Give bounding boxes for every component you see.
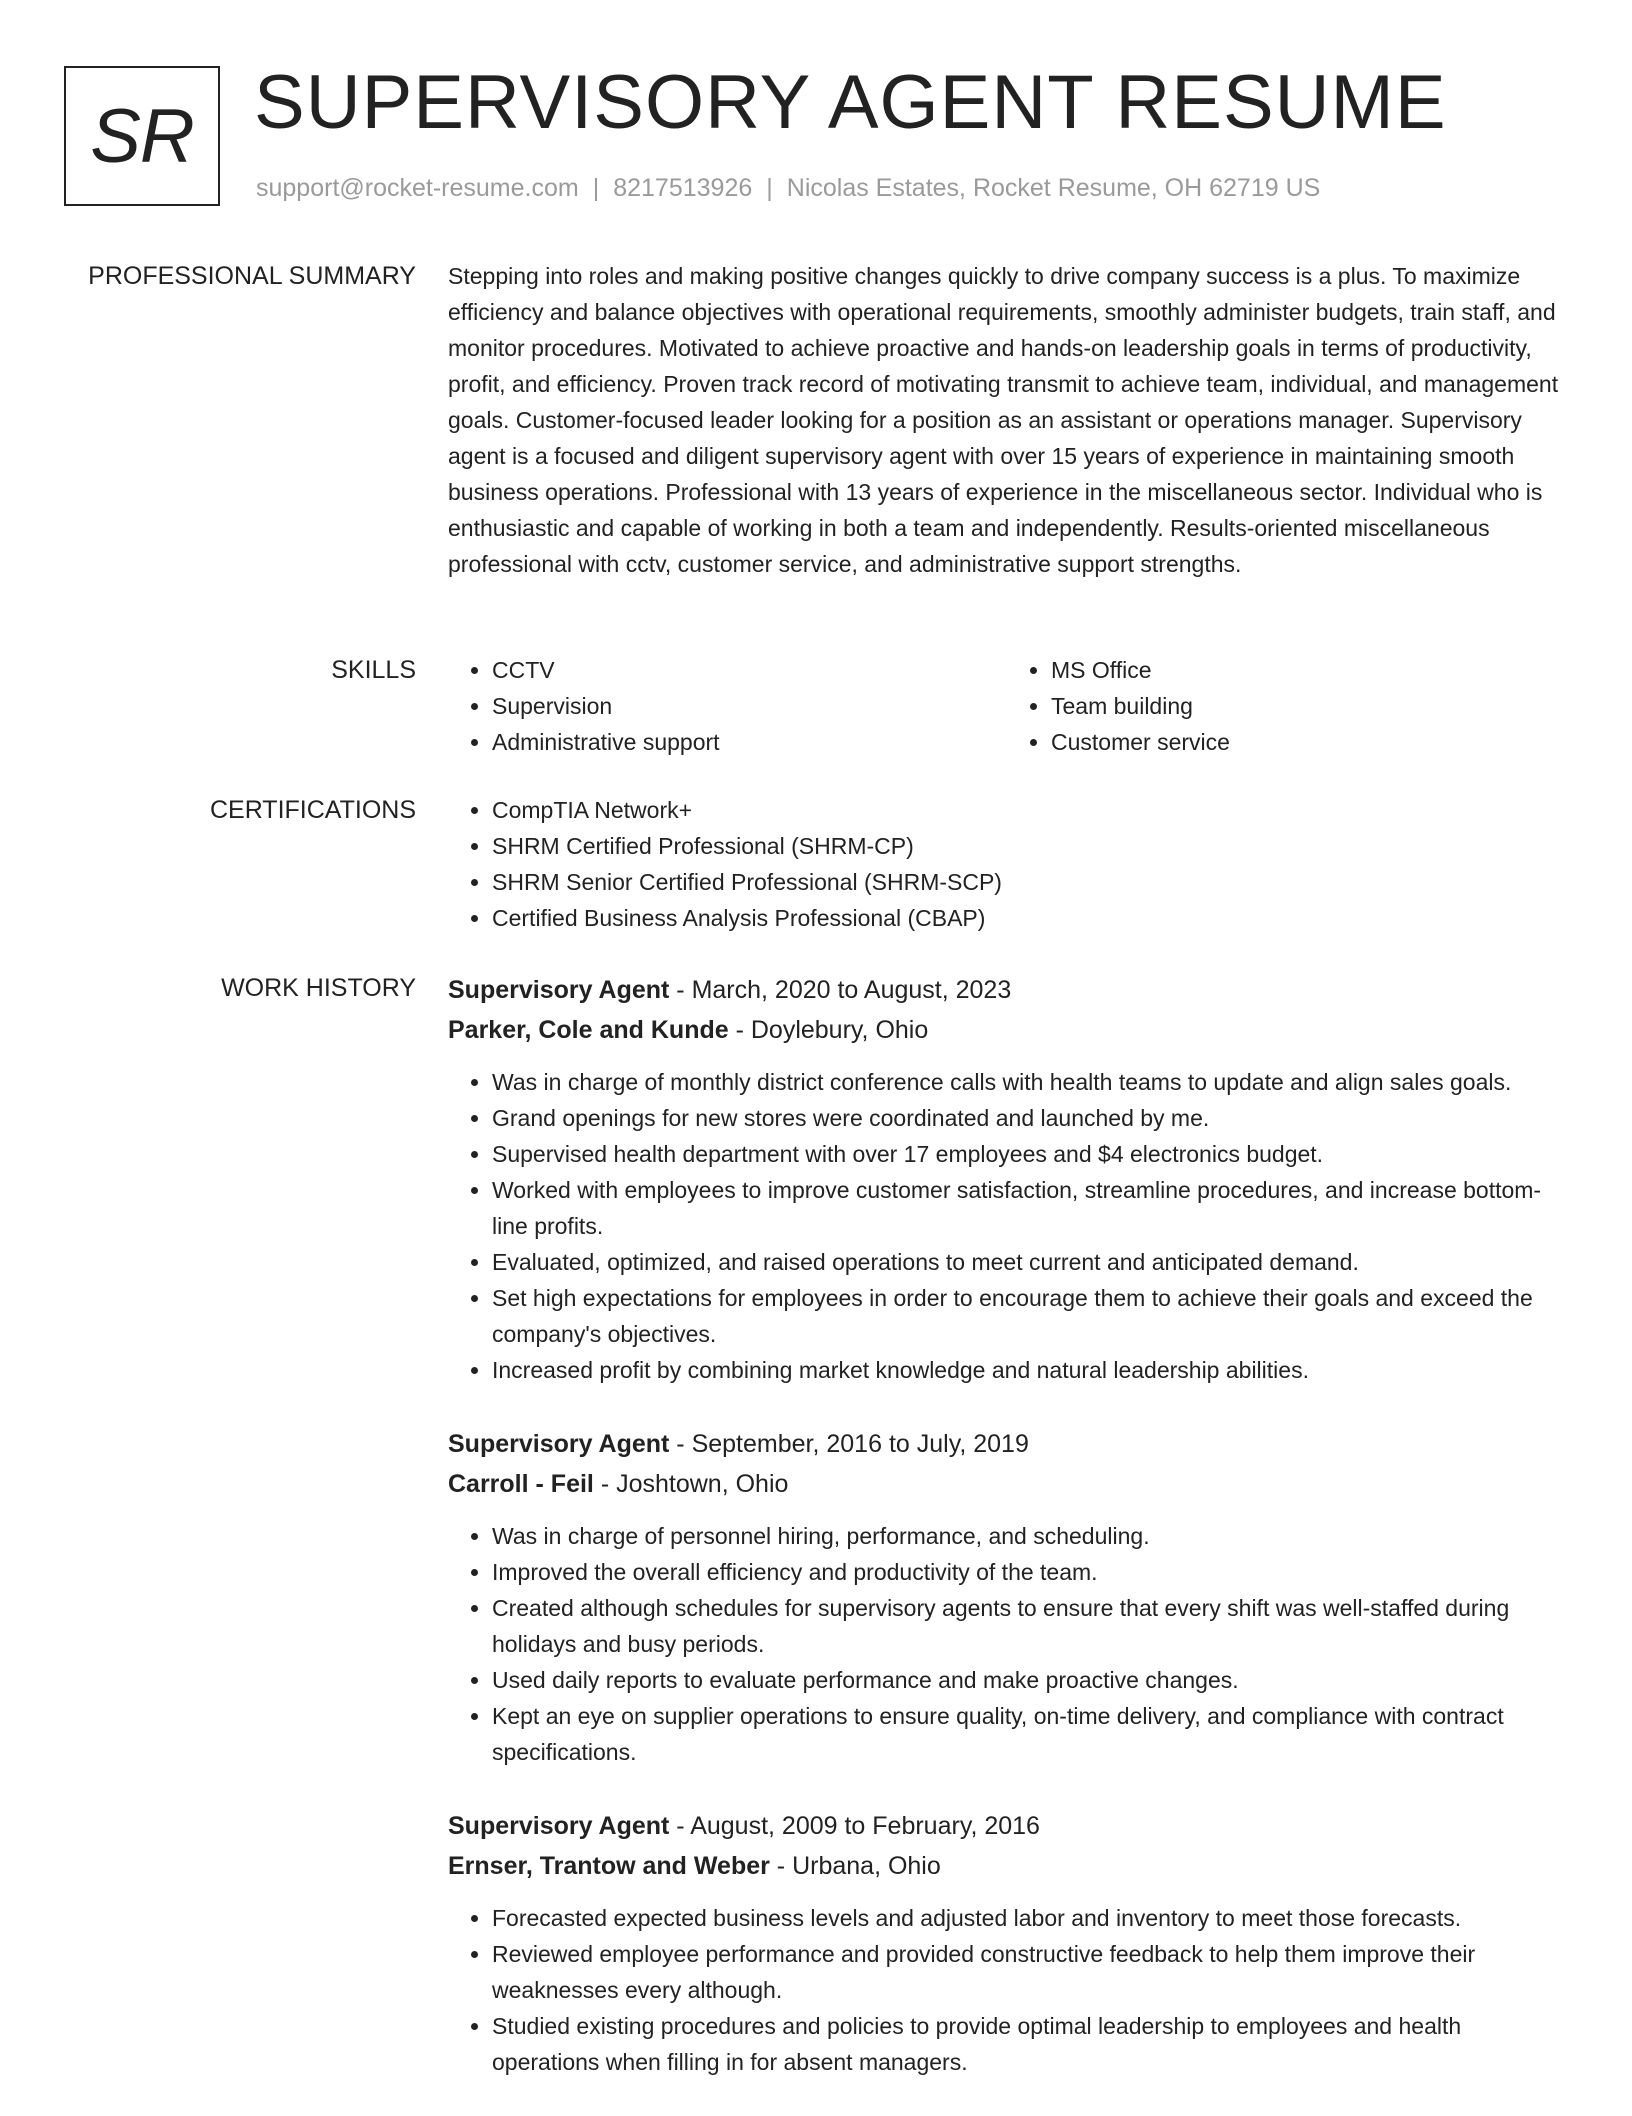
job-title: Supervisory Agent [448, 1812, 670, 1840]
monogram-box [64, 66, 220, 206]
job-bullets [448, 1064, 1566, 1388]
job-bullets [448, 1518, 1566, 1770]
job-company-line [448, 1010, 1566, 1050]
job-company: Ernser, Trantow and Weber [448, 1852, 770, 1880]
list-item: • Team building [1051, 688, 1566, 724]
job-dates: - September, 2016 to July, 2019 [669, 1430, 1029, 1458]
contact-line [256, 174, 1320, 203]
list-item: • Created although schedules for supervisory agents to ensure that every shift was well-staffed during holidays and busy periods. [492, 1590, 1566, 1662]
list-item: • Evaluated, optimized, and raised operations to meet current and anticipated demand. [492, 1244, 1566, 1280]
job-title: Supervisory Agent [448, 1430, 670, 1458]
job-entry [448, 1806, 1566, 2080]
list-item: • Grand openings for new stores were coordinated and launched by me. [492, 1100, 1566, 1136]
list-item: • Certified Business Analysis Professional (CBAP) [492, 900, 1566, 936]
monogram-initials: SR [90, 93, 194, 179]
list-item: • Administrative support [492, 724, 1007, 760]
section-label: SKILLS [331, 656, 416, 684]
job-entry [448, 970, 1566, 1388]
job-company-line [448, 1846, 1566, 1886]
list-item: • Increased profit by combining market knowledge and natural leadership abilities. [492, 1352, 1566, 1388]
list-item: • SHRM Senior Certified Professional (SHRM-SCP) [492, 864, 1566, 900]
contact-phone[interactable]: 8217513926 [613, 174, 753, 202]
contact-email[interactable]: support@rocket-resume.com [256, 174, 579, 202]
list-item: • CompTIA Network+ [492, 792, 1566, 828]
certifications-list [448, 792, 1566, 936]
list-item: • SHRM Certified Professional (SHRM-CP) [492, 828, 1566, 864]
list-item: • MS Office [1051, 652, 1566, 688]
job-company: Parker, Cole and Kunde [448, 1016, 729, 1044]
list-item: • Used daily reports to evaluate performance and make proactive changes. [492, 1662, 1566, 1698]
list-item: • Customer service [1051, 724, 1566, 760]
job-dates: - March, 2020 to August, 2023 [669, 976, 1012, 1004]
list-item: • Set high expectations for employees in order to encourage them to achieve their goals and exceed the company's objectives. [492, 1280, 1566, 1352]
job-company: Carroll - Feil [448, 1470, 594, 1498]
job-dates: - August, 2009 to February, 2016 [669, 1812, 1040, 1840]
list-item: • Studied existing procedures and policies to provide optimal leadership to employees and health operations when filling in for absent managers. [492, 2008, 1566, 2080]
list-item: • Supervised health department with over 17 employees and $4 electronics budget. [492, 1136, 1566, 1172]
section-label: WORK HISTORY [221, 974, 416, 1002]
list-item: • Kept an eye on supplier operations to ensure quality, on-time delivery, and compliance with contract specifications. [492, 1698, 1566, 1770]
job-entry [448, 1424, 1566, 1770]
job-company-line [448, 1464, 1566, 1504]
section-label: PROFESSIONAL SUMMARY [88, 262, 416, 290]
job-location: - Joshtown, Ohio [593, 1470, 789, 1498]
section-label: CERTIFICATIONS [209, 796, 416, 824]
list-item: • CCTV [492, 652, 1007, 688]
list-item: • Forecasted expected business levels and adjusted labor and inventory to meet those forecasts. [492, 1900, 1566, 1936]
job-title-line [448, 970, 1566, 1010]
job-title-line [448, 1424, 1566, 1464]
job-bullets [448, 1900, 1566, 2080]
job-location: - Urbana, Ohio [769, 1852, 941, 1880]
list-item: • Reviewed employee performance and provided constructive feedback to help them improve their weaknesses every although. [492, 1936, 1566, 2008]
list-item: • Improved the overall efficiency and productivity of the team. [492, 1554, 1566, 1590]
skills-list-left [448, 652, 1007, 760]
contact-separator: | [766, 174, 773, 202]
resume-title: SUPERVISORY AGENT RESUME [254, 60, 1447, 145]
job-location: - Doylebury, Ohio [728, 1016, 929, 1044]
skills-list-right [1007, 652, 1566, 760]
list-item: • Was in charge of monthly district conference calls with health teams to update and align sales goals. [492, 1064, 1566, 1100]
list-item: • Supervision [492, 688, 1007, 724]
contact-separator: | [592, 174, 600, 202]
contact-address: Nicolas Estates, Rocket Resume, OH 62719 US [786, 174, 1321, 202]
job-title-line [448, 1806, 1566, 1846]
list-item: • Was in charge of personnel hiring, performance, and scheduling. [492, 1518, 1566, 1554]
job-title: Supervisory Agent [448, 976, 670, 1004]
summary-text: Stepping into roles and making positive changes quickly to drive company success is a plus. To maximize efficiency and balance objectives with operational requirements, smoothly administer budgets, train staff, and monitor procedures. Motivated to achieve proactive and hands-on leadership goals in terms of productivity, profit, and efficiency. Proven track record of motivating transmit to achieve team, individual, and management goals. Customer-focused leader looking for a position as an assistant or operations manager. Supervisory agent is a focused and diligent supervisory agent with over 15 years of experience in maintaining smooth business operations. Professional with 13 years of experience in the miscellaneous sector. Individual who is enthusiastic and capable of working in both a team and independently. Results-oriented miscellaneous professional with cctv, customer service, and administrative support strengths. [448, 263, 1559, 577]
list-item: • Worked with employees to improve customer satisfaction, streamline procedures, and increase bottom-line profits. [492, 1172, 1566, 1244]
